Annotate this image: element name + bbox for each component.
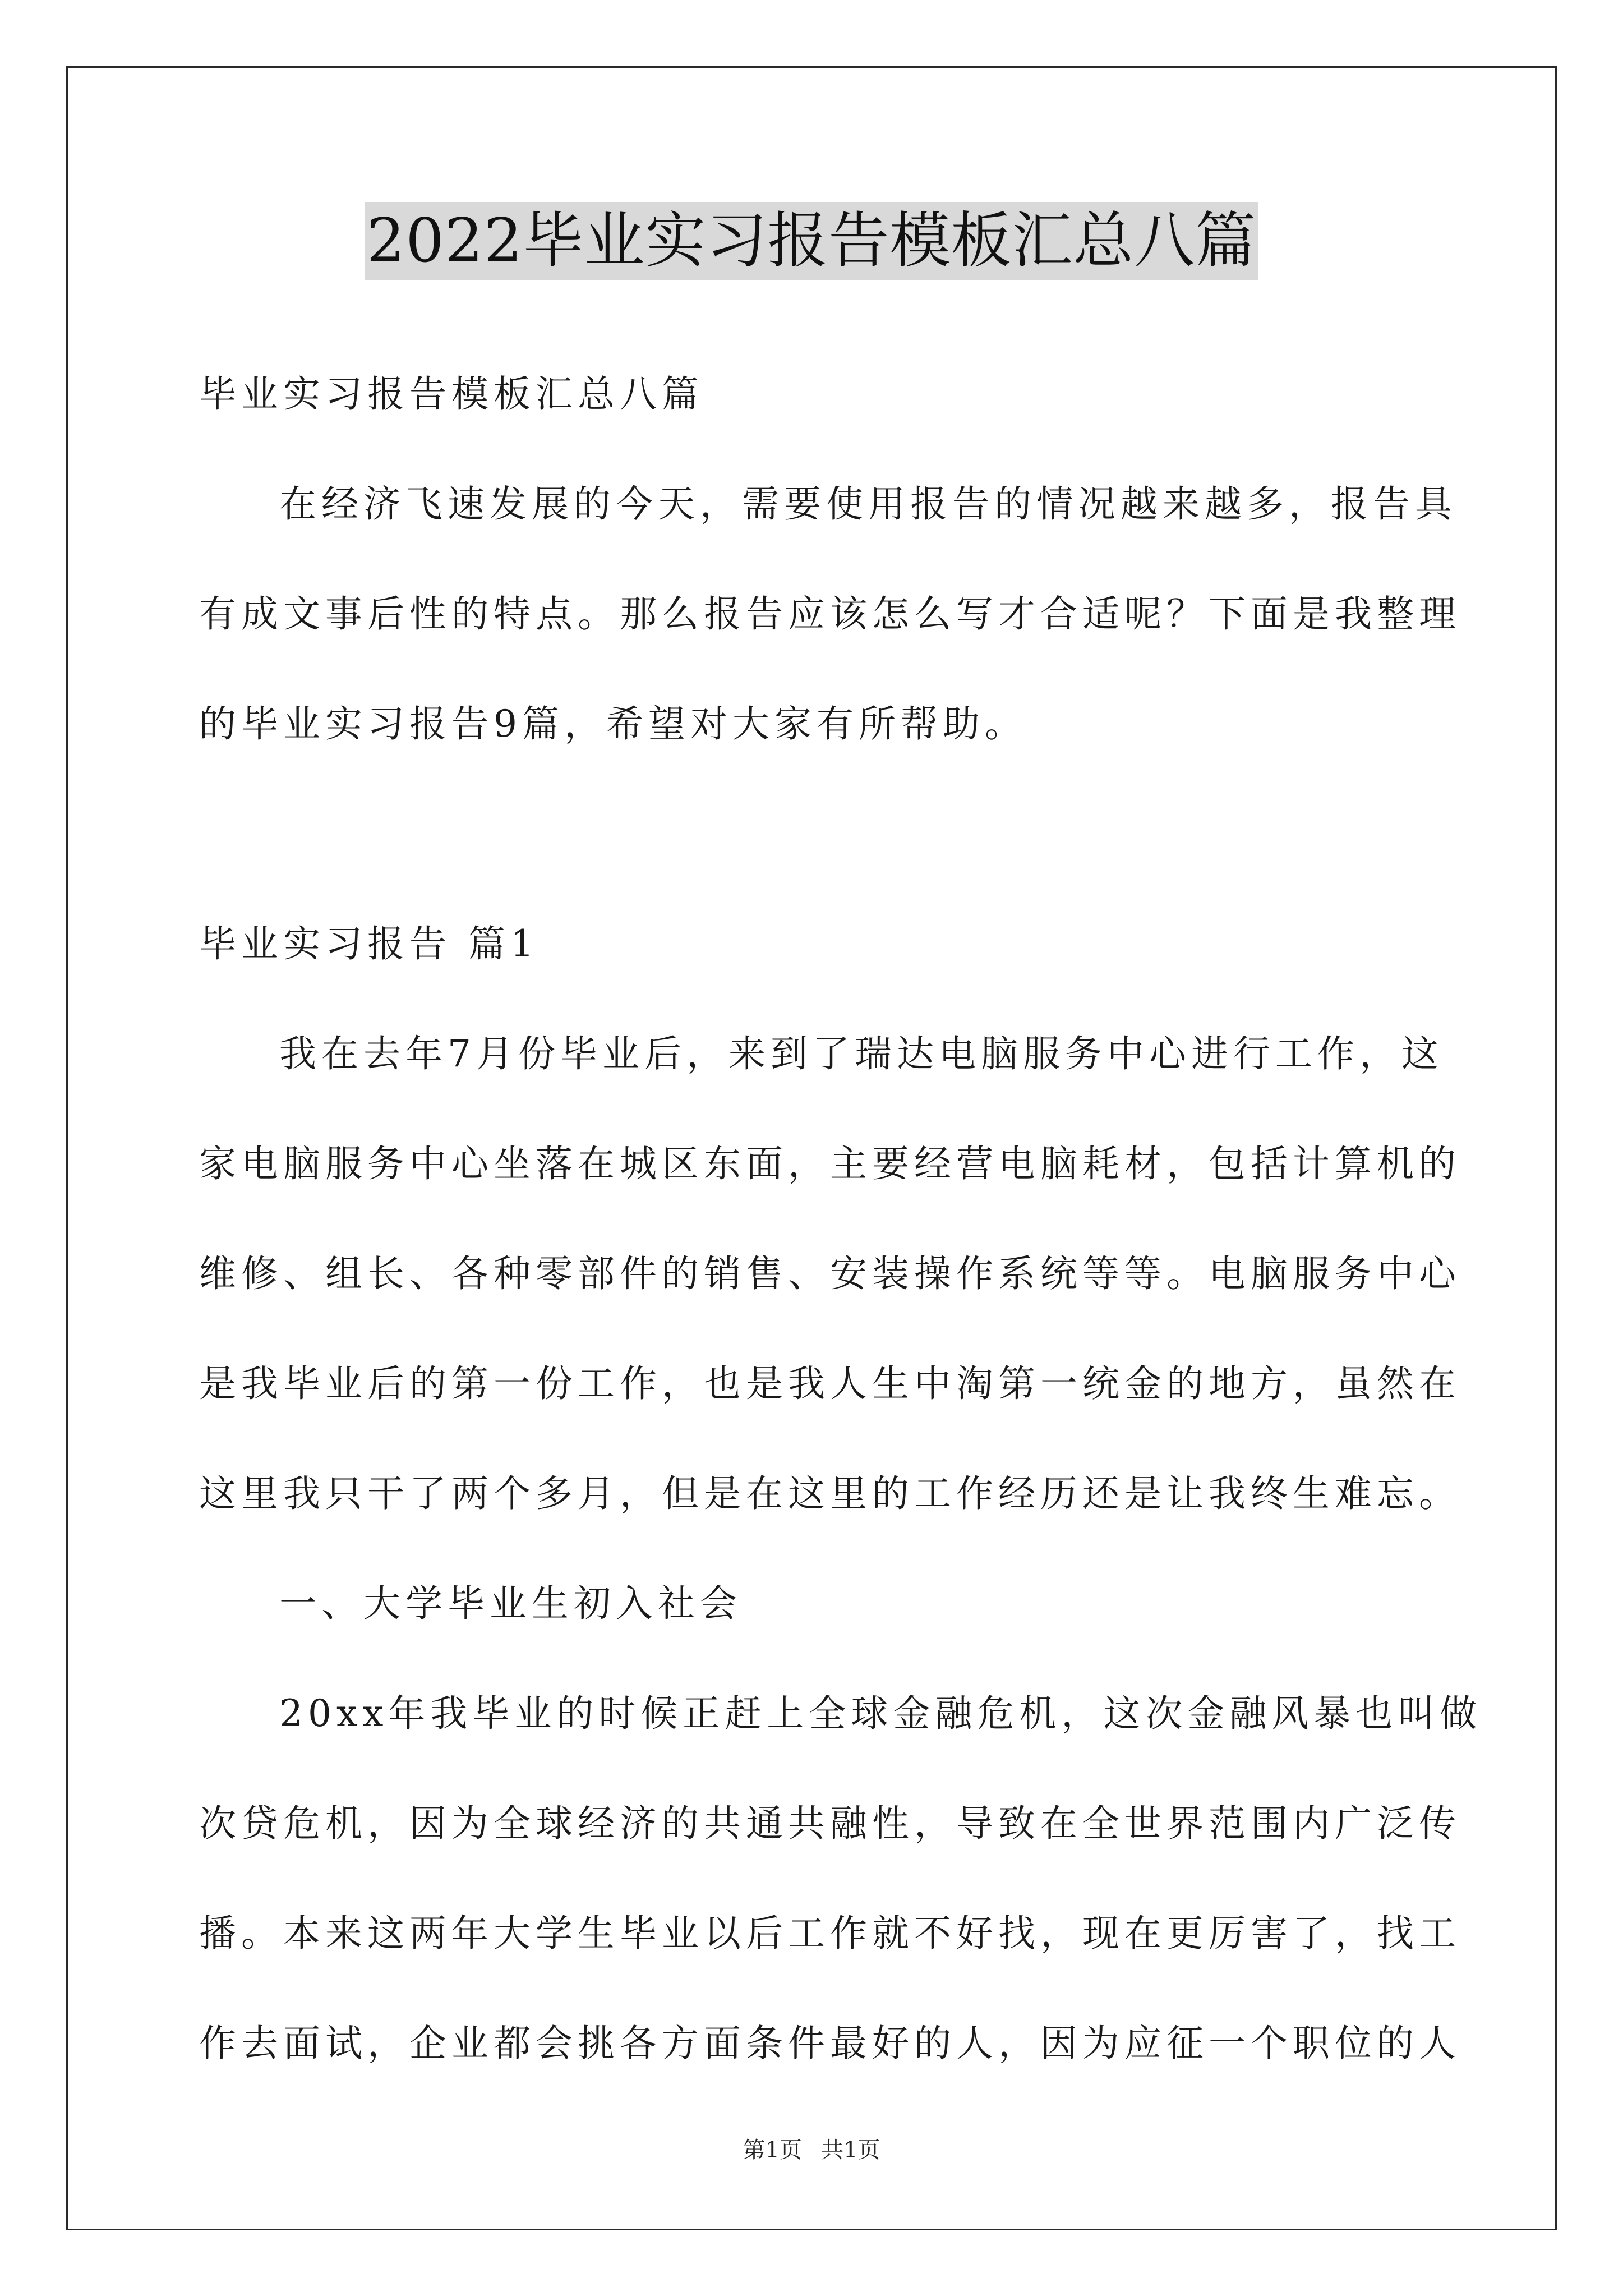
paragraph-line: 我在去年7月份毕业后，来到了瑞达电脑服务中心进行工作，这: [279, 1032, 1444, 1075]
paragraph-line: 是我毕业后的第一份工作，也是我人生中淘第一统金的地方，虽然在: [199, 1362, 1461, 1405]
paragraph-line: 次贷危机，因为全球经济的共通共融性，导致在全世界范围内广泛传: [199, 1802, 1461, 1845]
paragraph-line: 在经济飞速发展的今天，需要使用报告的情况越来越多，报告具: [279, 482, 1457, 526]
section-heading: 毕业实习报告 篇1: [199, 922, 539, 965]
paragraph-line: 播。本来这两年大学生毕业以后工作就不好找，现在更厉害了，找工: [199, 1912, 1461, 1955]
paragraph-line: 作去面试，企业都会挑各方面条件最好的人，因为应征一个职位的人: [199, 2022, 1461, 2065]
paragraph-line: 这里我只干了两个多月，但是在这里的工作经历还是让我终生难忘。: [199, 1472, 1461, 1515]
document-title: 2022毕业实习报告模板汇总八篇: [365, 202, 1259, 280]
paragraph-line: 有成文事后性的特点。那么报告应该怎么写才合适呢？下面是我整理: [199, 592, 1461, 636]
subsection-heading: 一、大学毕业生初入社会: [279, 1582, 742, 1625]
subtitle-line: 毕业实习报告模板汇总八篇: [199, 372, 704, 416]
paragraph-line: 家电脑服务中心坐落在城区东面，主要经营电脑耗材，包括计算机的: [199, 1142, 1461, 1185]
page-footer: [0, 2136, 1623, 2164]
document-body: [199, 339, 1482, 2099]
blank-line: [199, 779, 1430, 889]
paragraph-line: 维修、组长、各种零部件的销售、安装操作系统等等。电脑服务中心: [199, 1252, 1461, 1295]
title-container: [0, 202, 1623, 280]
paragraph-line: 的毕业实习报告9篇，希望对大家有所帮助。: [199, 702, 1027, 746]
page-number: 第1页: [743, 2137, 802, 2163]
page-total: 共1页: [821, 2137, 880, 2163]
paragraph-line: 20xx年我毕业的时候正赶上全球金融危机，这次金融风暴也叫做: [279, 1692, 1482, 1735]
